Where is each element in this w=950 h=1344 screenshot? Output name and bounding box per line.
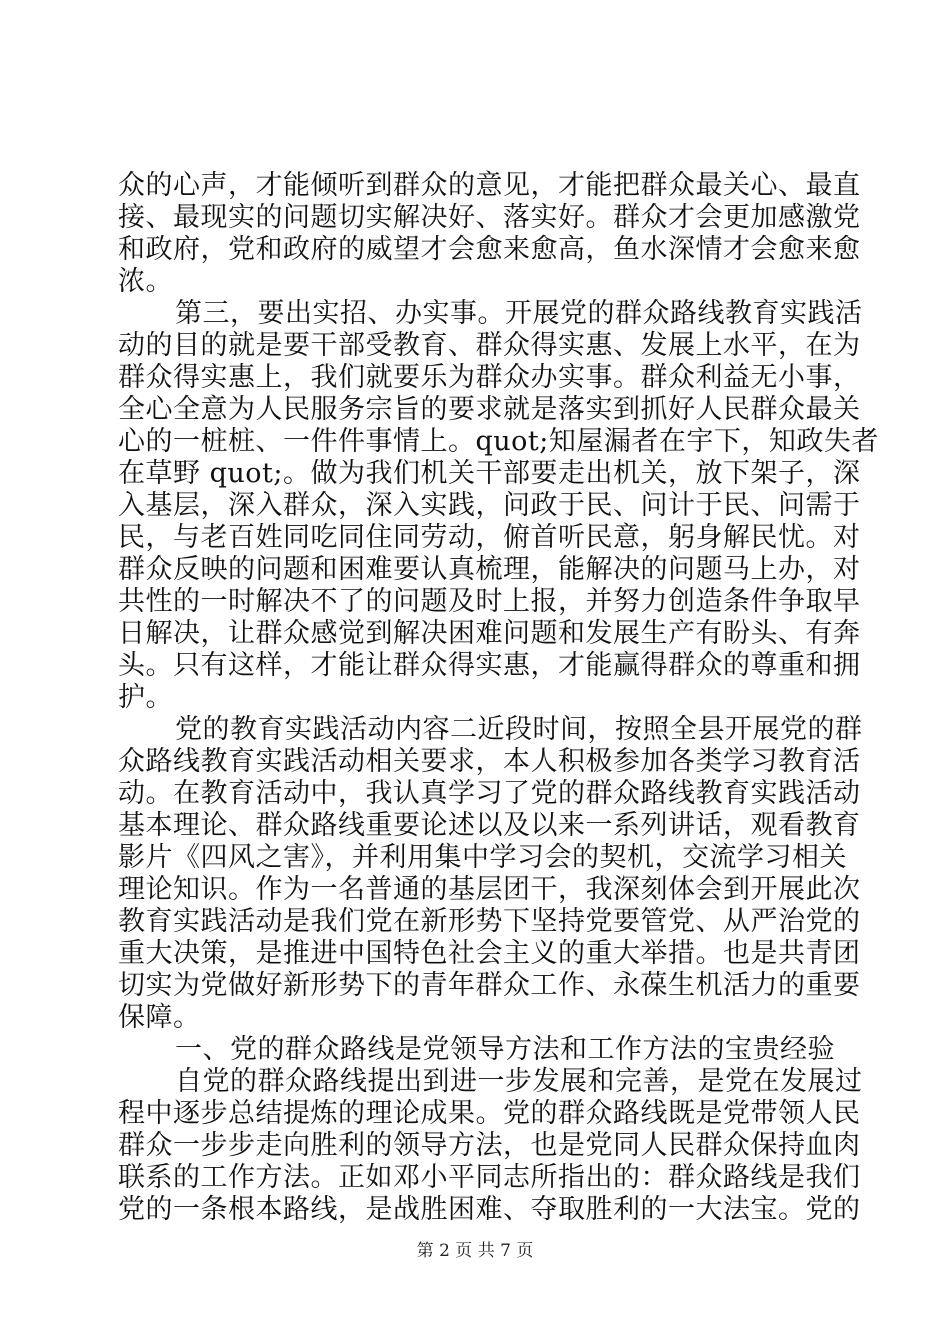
text-line: 党的一条根本路线，是战胜困难、夺取胜利的一大法宝。党的 xyxy=(118,1194,861,1225)
text-line: 群众一步步走向胜利的领导方法，也是党同人民群众保持血肉 xyxy=(118,1130,861,1161)
paragraph-content-two xyxy=(118,714,863,1034)
paragraph-section-one-body xyxy=(118,1066,863,1226)
text-line: 保障。 xyxy=(118,1002,201,1033)
text-line: 第三，要出实招、办实事。开展党的群众路线教育实践活 xyxy=(175,298,863,329)
text-line: 和政府，党和政府的威望才会愈来愈高，鱼水深情才会愈来愈 xyxy=(118,234,861,265)
text-line: 切实为党做好新形势下的青年群众工作、永葆生机活力的重要 xyxy=(118,970,861,1001)
text-line: 在草野 quot;。做为我们机关干部要走出机关，放下架子，深 xyxy=(118,458,861,489)
section-heading-one xyxy=(118,1034,834,1066)
text-line: 党的教育实践活动内容二近段时间，按照全县开展党的群 xyxy=(175,714,863,745)
text-line: 动的目的就是要干部受教育、群众得实惠、发展上水平，在为 xyxy=(118,330,861,361)
text-line: 民，与老百姓同吃同住同劳动，俯首听民意，躬身解民忧。对 xyxy=(118,522,861,553)
document-body xyxy=(118,170,879,1226)
paragraph-continuation xyxy=(118,170,861,298)
text-line: 全心全意为人民服务宗旨的要求就是落实到抓好人民群众最关 xyxy=(118,394,861,425)
text-line: 接、最现实的问题切实解决好、落实好。群众才会更加感激党 xyxy=(118,202,861,233)
text-line: 影片《四风之害》，并利用集中学习会的契机，交流学习相关 xyxy=(118,842,847,873)
text-line: 群众反映的问题和困难要认真梳理，能解决的问题马上办，对 xyxy=(118,554,861,585)
text-line: 教育实践活动是我们党在新形势下坚持党要管党、从严治党的 xyxy=(118,906,861,937)
text-line: 心的一桩桩、一件件事情上。quot;知屋漏者在宇下，知政失者 xyxy=(118,426,879,457)
text-line: 众的心声，才能倾听到群众的意见，才能把群众最关心、最直 xyxy=(118,170,861,201)
text-line: 共性的一时解决不了的问题及时上报，并努力创造条件争取早 xyxy=(118,586,861,617)
text-line: 重大决策，是推进中国特色社会主义的重大举措。也是共青团 xyxy=(118,938,861,969)
text-line: 众路线教育实践活动相关要求，本人积极参加各类学习教育活 xyxy=(118,746,861,777)
text-line: 头。只有这样，才能让群众得实惠，才能赢得群众的尊重和拥 xyxy=(118,650,861,681)
text-line: 入基层，深入群众，深入实践，问政于民、问计于民、问需于 xyxy=(118,490,861,521)
text-line: 联系的工作方法。正如邓小平同志所指出的：群众路线是我们 xyxy=(118,1162,861,1193)
paragraph-third-point xyxy=(118,298,879,714)
text-line: 理论知识。作为一名普通的基层团干，我深刻体会到开展此次 xyxy=(118,874,861,905)
text-line: 日解决，让群众感觉到解决困难问题和发展生产有盼头、有奔 xyxy=(118,618,861,649)
text-line: 动。在教育活动中，我认真学习了党的群众路线教育实践活动 xyxy=(118,778,861,809)
text-line: 程中逐步总结提炼的理论成果。党的群众路线既是党带领人民 xyxy=(118,1098,861,1129)
text-line: 自党的群众路线提出到进一步发展和完善，是党在发展过 xyxy=(175,1066,863,1097)
text-line: 群众得实惠上，我们就要乐为群众办实事。群众利益无小事， xyxy=(118,362,861,393)
text-line: 护。 xyxy=(118,682,173,713)
text-line: 基本理论、群众路线重要论述以及以来一系列讲话，观看教育 xyxy=(118,810,861,841)
text-line: 浓。 xyxy=(118,266,173,297)
page-number-footer: 第 2 页 共 7 页 xyxy=(416,1241,534,1261)
heading-line: 一、党的群众路线是党领导方法和工作方法的宝贵经验 xyxy=(175,1034,835,1065)
